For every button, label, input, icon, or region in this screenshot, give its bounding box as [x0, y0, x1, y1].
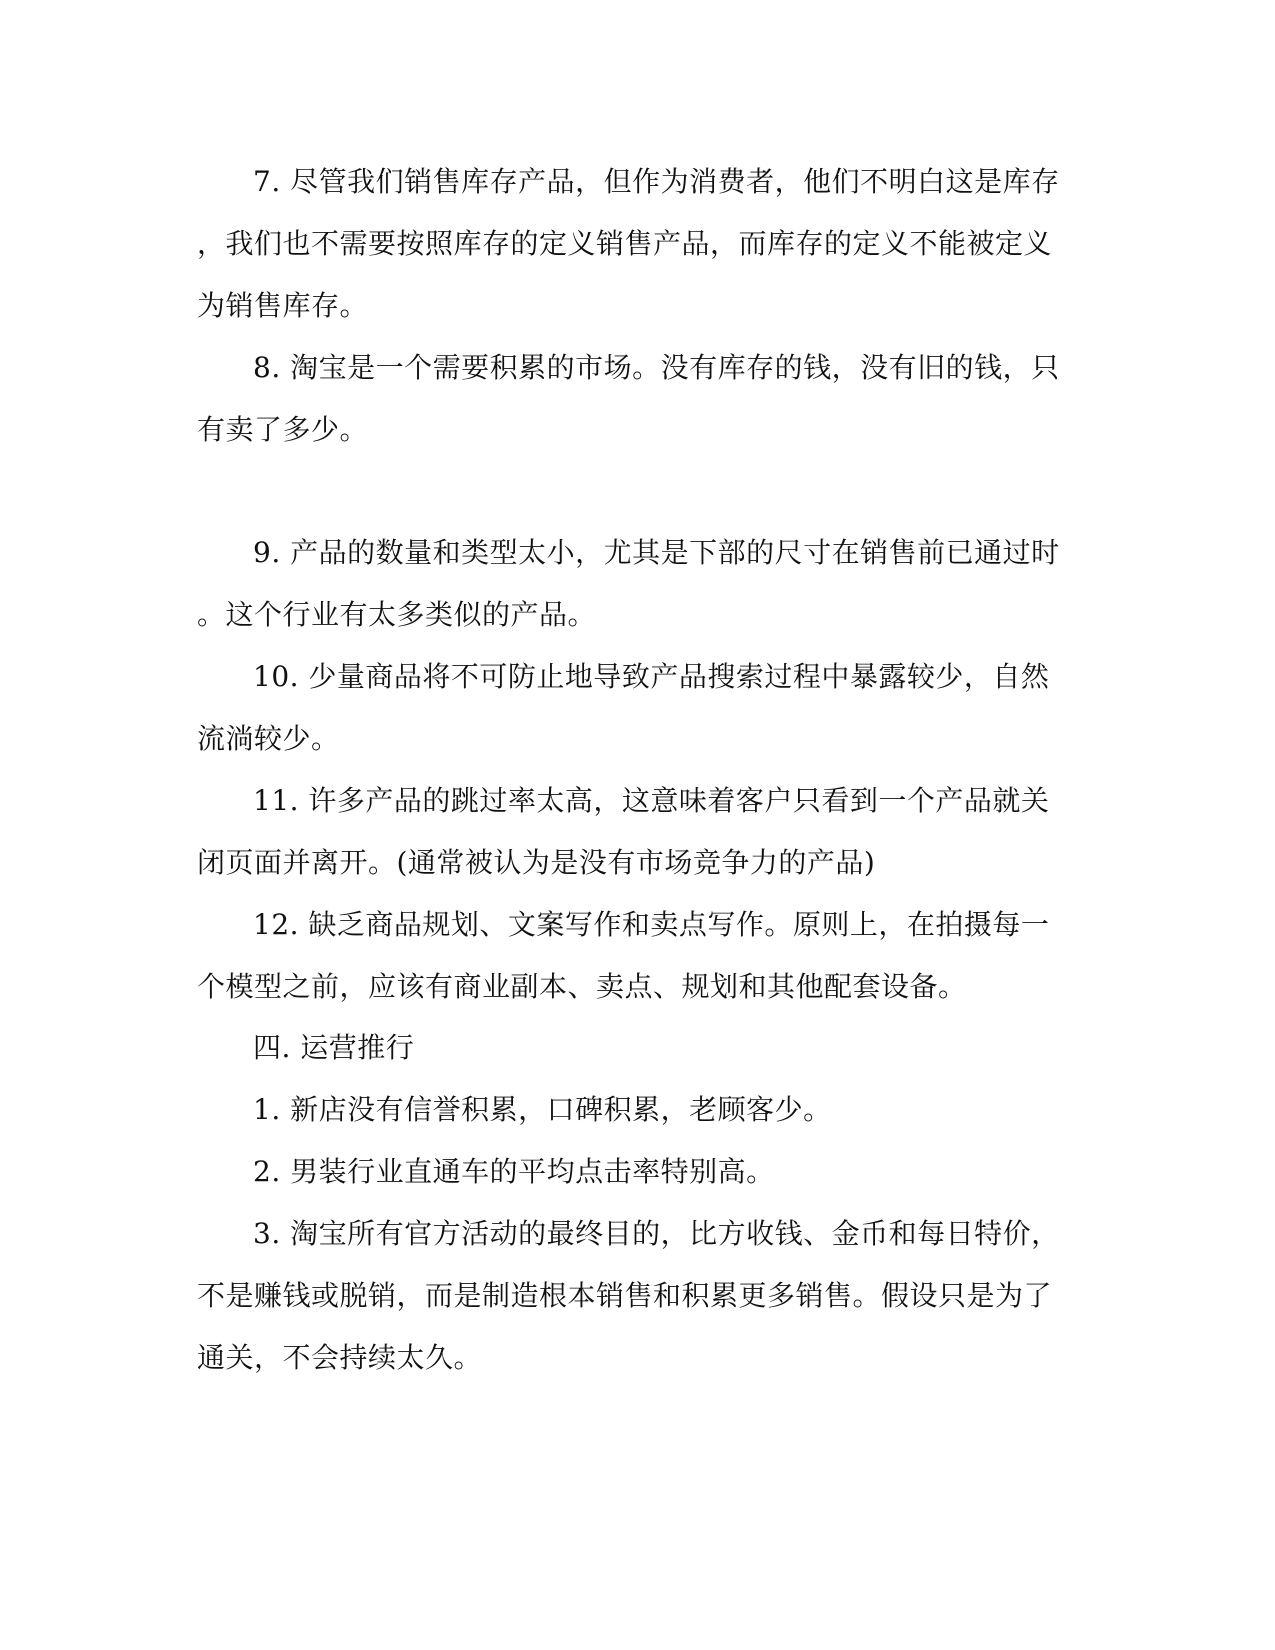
paragraph-7-line-2: ，我们也不需要按照库存的定义销售产品，而库存的定义不能被定义 [197, 227, 1053, 260]
paragraph-9-line-1: 9. 产品的数量和类型太小，尤其是下部的尺寸在销售前已通过时 [253, 536, 1060, 569]
paragraph-12-line-1: 12. 缺乏商品规划、文案写作和卖点写作。原则上，在拍摄每一 [253, 908, 1050, 941]
paragraph-7-line-1: 7. 尽管我们销售库存产品，但作为消费者，他们不明白这是库存 [253, 165, 1060, 198]
item-3-line-3: 通关，不会持续太久。 [197, 1341, 483, 1374]
paragraph-8-line-2: 有卖了多少。 [197, 413, 369, 446]
paragraph-10-line-2: 流淌较少。 [197, 722, 340, 755]
paragraph-10-line-1: 10. 少量商品将不可防止地导致产品搜索过程中暴露较少，自然 [253, 660, 1050, 693]
section-heading: 四. 运营推行 [253, 1031, 415, 1064]
paragraph-11-line-2: 闭页面并离开。(通常被认为是没有市场竞争力的产品) [197, 846, 876, 879]
paragraph-11-line-1: 11. 许多产品的跳过率太高，这意味着客户只看到一个产品就关 [253, 784, 1050, 817]
paragraph-12-line-2: 个模型之前，应该有商业副本、卖点、规划和其他配套设备。 [197, 970, 967, 1003]
paragraph-8-line-1: 8. 淘宝是一个需要积累的市场。没有库存的钱，没有旧的钱，只 [253, 351, 1060, 384]
item-1-line-1: 1. 新店没有信誉积累，口碑积累，老顾客少。 [253, 1093, 832, 1126]
paragraph-7-line-3: 为销售库存。 [197, 289, 369, 322]
paragraph-9-line-2: 。这个行业有太多类似的产品。 [197, 598, 597, 631]
item-3-line-2: 不是赚钱或脱销，而是制造根本销售和积累更多销售。假设只是为了 [197, 1279, 1053, 1312]
item-2-line-1: 2. 男装行业直通车的平均点击率特别高。 [253, 1155, 775, 1188]
item-3-line-1: 3. 淘宝所有官方活动的最终目的，比方收钱、金币和每日特价， [253, 1217, 1060, 1250]
